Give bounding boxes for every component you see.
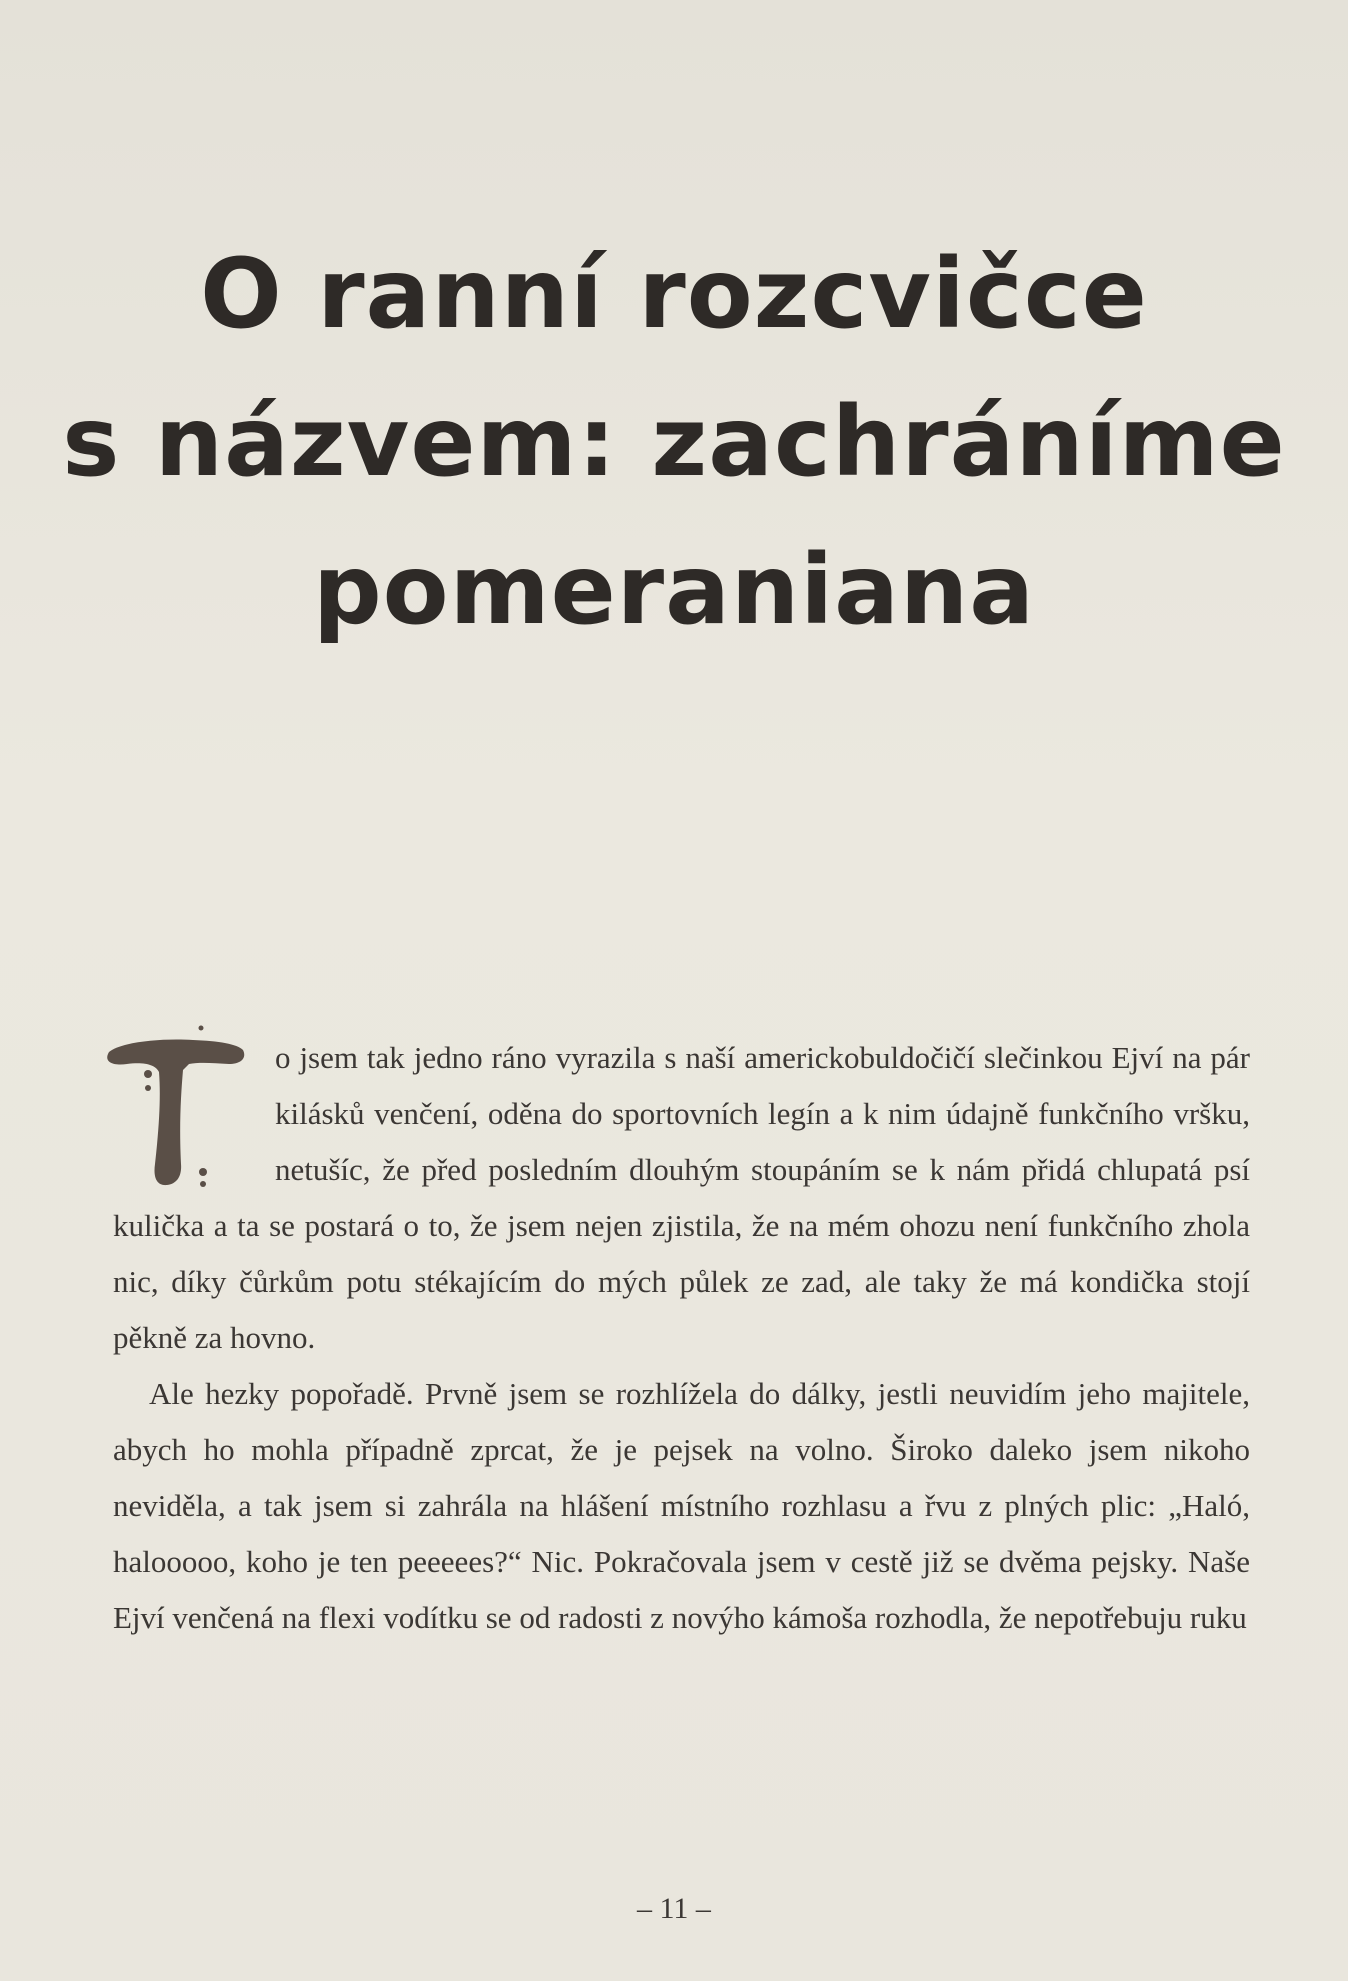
chapter-title-line-1: O ranní rozcvičce [200,238,1148,350]
chapter-title-line-2: s názvem: zachráníme [62,386,1286,498]
chapter-title [60,220,1288,664]
dropcap-t-icon [101,1024,251,1192]
chapter-body [113,1030,1250,1646]
paragraph-2: Ale hezky popořadě. Prvně jsem se rozhlížela do dálky, jestli neuvidím jeho majitele, abych ho mohla případně zprcat, že je pejsek na volno. Široko daleko jsem nikoho neviděla, a tak jsem si zahrála na hlášení místního rozhlasu a řvu z plných plic: „Haló, halooooo, koho je ten peeeees?“ Nic. Pokračovala jsem v cestě již se dvěma pejsky. Naše Ejví venčená na flexi vodítku se od radosti z novýho kámoša rozhodla, že nepotřebuju ruku [113,1376,1250,1635]
paragraph-1 [113,1030,1250,1366]
chapter-title-line-3: pomeraniana [312,534,1036,646]
paragraph-1-text: o jsem tak jedno ráno vyrazila s naší americkobuldočičí slečinkou Ejví na pár kilásků venčení, oděna do sportovních legín a k nim údajně funkčního vršku, netušíc, že před posledním dlouhým stoupáním se k nám přidá chlupatá psí kulička a ta se postará o to, že jsem nejen zjistila, že na mém ohozu není funkčního zhola nic, díky čůrkům potu stékajícím do mých půlek ze zad, ale taky že má kondička stojí pěkně za hovno. [113,1040,1250,1355]
page-number: – 11 – [637,1892,711,1925]
